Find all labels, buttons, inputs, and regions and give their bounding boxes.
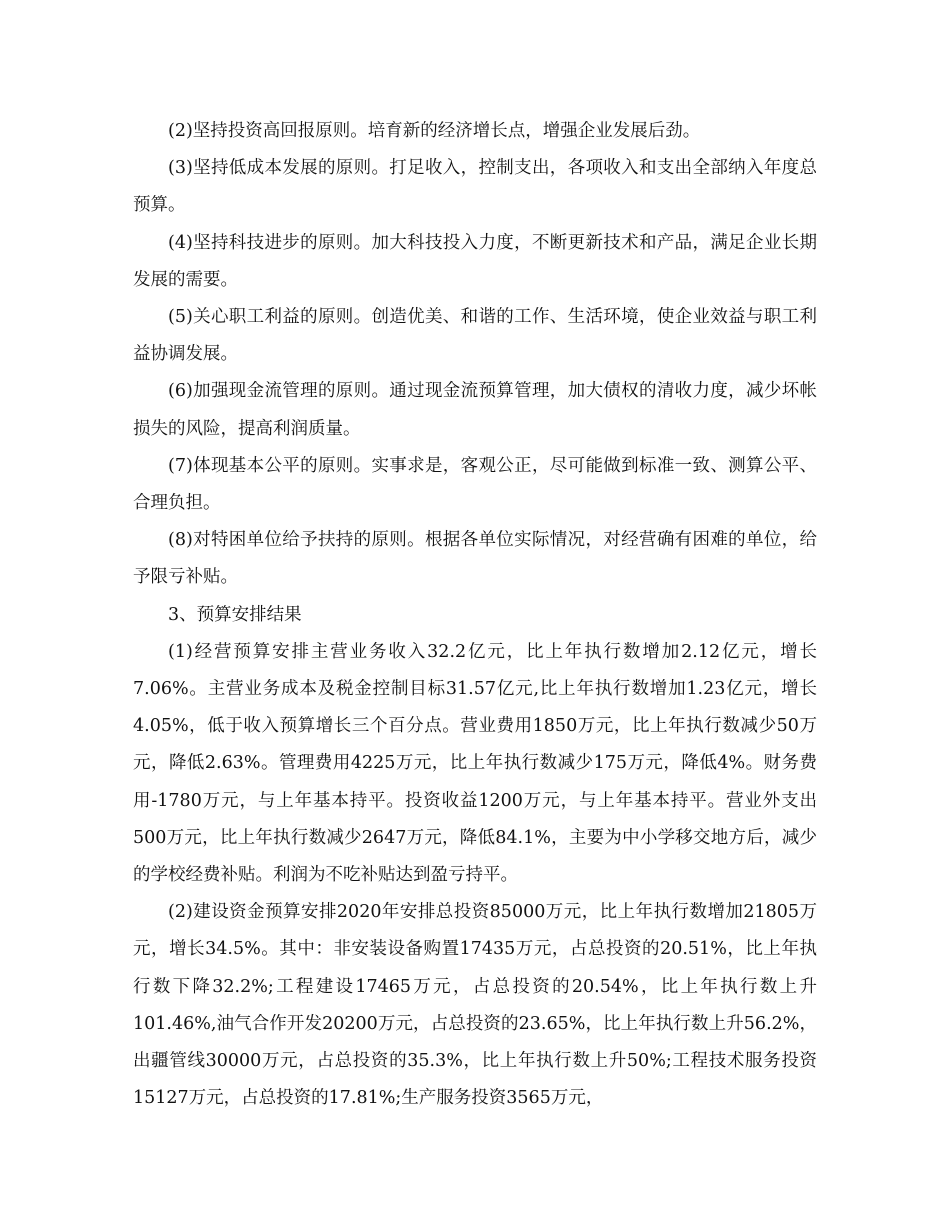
paragraph-principle-2: (2)坚持投资高回报原则。培育新的经济增长点，增强企业发展后劲。: [168, 121, 701, 141]
paragraph-principle-5: (5)关心职工利益的原则。创造优美、和谐的工作、生活环境，使企业效益与职工利益协调发展。: [133, 307, 817, 365]
paragraph-principle-6: (6)加强现金流管理的原则。通过现金流预算管理，加大债权的清收力度，减少坏帐损失的风险，提高利润质量。: [133, 381, 817, 439]
document-body: [133, 113, 817, 1117]
paragraph-construction-budget: (2)建设资金预算安排2020年安排总投资85000万元，比上年执行数增加21805万元，增长34.5%。其中：非安装设备购置17435万元，占总投资的20.51%，比上年执行数下降32.2%;工程建设17465万元，占总投资的20.54%，比上年执行数上升101.46%,油气合作开发20200万元，占总投资的23.65%，比上年执行数上升56.2%，出疆管线30000万元，占总投资的35.3%，比上年执行数上升50%;工程技术服务投资15127万元，占总投资的17.81%;生产服务投资3565万元，: [133, 902, 817, 1109]
paragraph-principle-8: (8)对特困单位给予扶持的原则。根据各单位实际情况，对经营确有困难的单位，给予限亏补贴。: [133, 530, 817, 588]
paragraph-principle-4: (4)坚持科技进步的原则。加大科技投入力度，不断更新技术和产品，满足企业长期发展的需要。: [133, 232, 817, 290]
paragraph-principle-7: (7)体现基本公平的原则。实事求是，客观公正，尽可能做到标准一致、测算公平、合理负担。: [133, 455, 817, 514]
paragraph-operating-budget: (1)经营预算安排主营业务收入32.2亿元，比上年执行数增加2.12亿元，增长7.06%。主营业务成本及税金控制目标31.57亿元,比上年执行数增加1.23亿元，增长4.05%，低于收入预算增长三个百分点。营业费用1850万元，比上年执行数减少50万元，降低2.63%。管理费用4225万元，比上年执行数减少175万元，降低4%。财务费用-1780万元，与上年基本持平。投资收益1200万元，与上年基本持平。营业外支出500万元，比上年执行数减少2647万元，降低84.1%，主要为中小学移交地方后，减少的学校经费补贴。利润为不吃补贴达到盈亏持平。: [133, 641, 817, 886]
section-heading-budget-results: 3、预算安排结果: [168, 604, 302, 625]
paragraph-principle-3: (3)坚持低成本发展的原则。打足收入，控制支出，各项收入和支出全部纳入年度总预算。: [133, 158, 817, 216]
